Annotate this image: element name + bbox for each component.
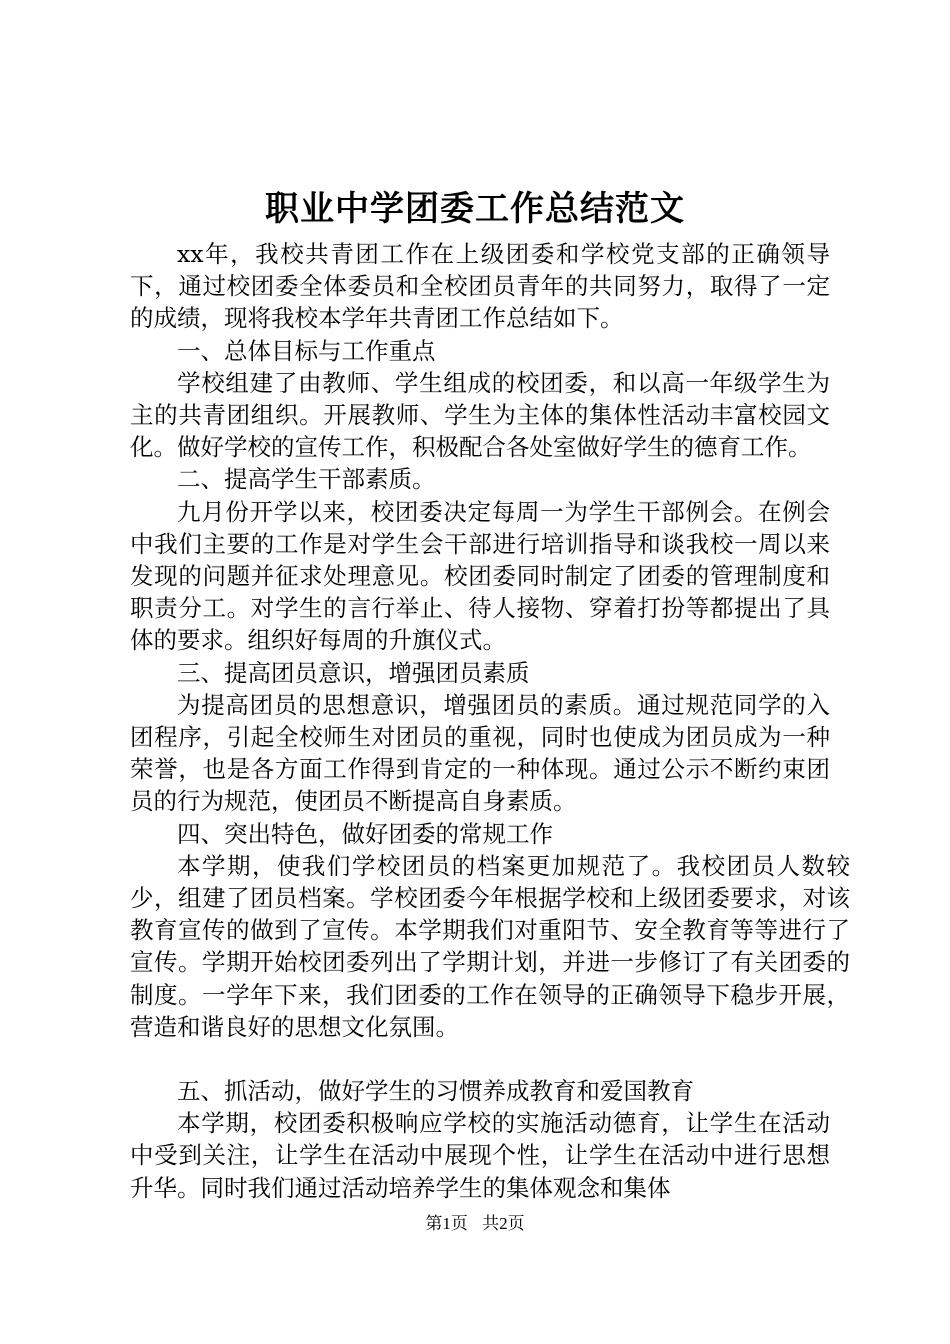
document-title: 职业中学团委工作总结范文 bbox=[265, 189, 685, 229]
page-footer bbox=[0, 1212, 950, 1236]
page-number-current: 第1页 bbox=[425, 1214, 468, 1233]
page-number-total: 共2页 bbox=[482, 1214, 525, 1233]
intro-paragraph: xx年，我校共青团工作在上级团委和学校党支部的正确领导下，通过校团委全体委员和全校团员青年的共同努力，取得了一定的成绩，现将我校本学年共青团工作总结如下。 bbox=[130, 240, 830, 333]
section-heading-4: 四、突出特色，做好团委的常规工作 bbox=[177, 819, 553, 848]
section-heading-5: 五、抓活动，做好学生的习惯养成教育和爱国教育 bbox=[177, 1077, 694, 1106]
section-heading-1: 一、总体目标与工作重点 bbox=[177, 336, 436, 365]
section-paragraph-5: 本学期，校团委积极响应学校的实施活动德育，让学生在活动中受到关注，让学生在活动中展现个性，让学生在活动中进行思想升华。同时我们通过活动培养学生的集体观念和集体 bbox=[130, 1109, 830, 1202]
section-paragraph-4: 本学期，使我们学校团员的档案更加规范了。我校团员人数较少，组建了团员档案。学校团委今年根据学校和上级团委要求，对该教育宣传的做到了宣传。本学期我们对重阳节、安全教育等等进行了宣传。学期开始校团委列出了学期计划，并进一步修订了有关团委的制度。一学年下来，我们团委的工作在领导的正确领导下稳步开展，营造和谐良好的思想文化氛围。 bbox=[130, 851, 850, 1041]
blank-line bbox=[130, 1043, 830, 1075]
section-heading-2: 二、提高学生干部素质。 bbox=[177, 465, 436, 494]
section-paragraph-1: 学校组建了由教师、学生组成的校团委，和以高一年级学生为主的共青团组织。开展教师、学生为主体的集体性活动丰富校园文化。做好学校的宣传工作，积极配合各处室做好学生的德育工作。 bbox=[130, 368, 830, 462]
section-paragraph-2: 九月份开学以来，校团委决定每周一为学生干部例会。在例会中我们主要的工作是对学生会干部进行培训指导和谈我校一周以来发现的问题并征求处理意见。校团委同时制定了团委的管理制度和职责分工。对学生的言行举止、待人接物、穿着打扮等都提出了具体的要求。组织好每周的升旗仪式。 bbox=[130, 497, 830, 655]
document-body bbox=[130, 238, 850, 1204]
section-heading-3: 三、提高团员意识，增强团员素质 bbox=[177, 658, 530, 687]
section-paragraph-3: 为提高团员的思想意识，增强团员的素质。通过规范同学的入团程序，引起全校师生对团员的重视，同时也使成为团员成为一种荣誉，也是各方面工作得到肯定的一种体现。通过公示不断约束团员的行为规范，使团员不断提高自身素质。 bbox=[130, 690, 830, 816]
